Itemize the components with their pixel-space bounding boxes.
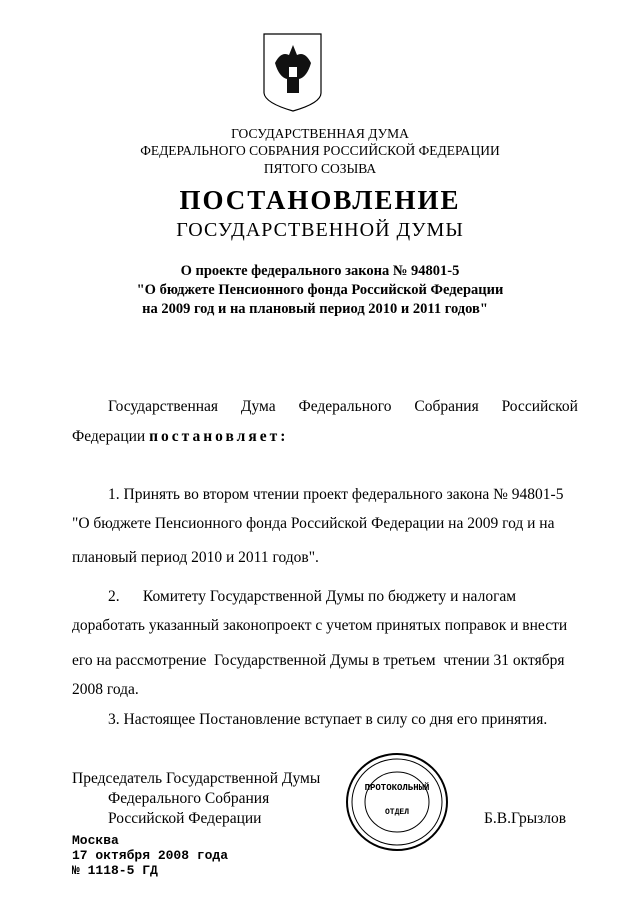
footer-number: № 1118-5 ГД (72, 863, 158, 878)
preamble-resolves: постановляет: (149, 428, 289, 445)
document-subtitle: ГОСУДАРСТВЕННОЙ ДУМЫ (176, 219, 464, 241)
signature-title-1: Председатель Государственной Думы (72, 770, 321, 787)
item-1-line-1: 1. Принять во втором чтении проект федерального закона № 94801-5 (108, 486, 564, 503)
coat-of-arms-emblem (263, 33, 323, 113)
item-3: 3. Настоящее Постановление вступает в силу со дня его принятия. (108, 711, 548, 728)
item-2-line-4: 2008 года. (72, 681, 139, 698)
preamble-word: Федерального (298, 398, 392, 415)
document-title: ПОСТАНОВЛЕНИЕ (179, 185, 461, 215)
item-1-line-3: плановый период 2010 и 2011 годов". (72, 549, 319, 566)
preamble-word: Дума (240, 398, 276, 415)
footer-city: Москва (72, 833, 119, 848)
header-line-3: ПЯТОГО СОЗЫВА (263, 161, 377, 176)
item-1-line-2: "О бюджете Пенсионного фонда Российской Федерации на 2009 год и на (72, 515, 555, 532)
stamp-dept: ОТДЕЛ (384, 808, 410, 817)
heading-line-3: на 2009 год и на плановый период 2010 и 2011 годов" (142, 301, 488, 317)
item-2-line-3: его на рассмотрение Государственной Думы в третьем чтении 31 октября (72, 652, 565, 669)
preamble-word: Собрания (414, 398, 479, 415)
preamble-text: Федерации (72, 428, 150, 445)
signature-title-3: Российской Федерации (108, 810, 262, 827)
header-line-1: ГОСУДАРСТВЕННАЯ ДУМА (231, 126, 409, 141)
stamp-text: ПРОТОКОЛЬНЫЙ (364, 783, 430, 793)
preamble-line-1 (108, 398, 578, 416)
item-2-line-2: доработать указанный законопроект с учетом принятых поправок и внести (72, 617, 568, 634)
heading-line-1: О проекте федерального закона № 94801-5 (180, 263, 460, 279)
heading-line-2: "О бюджете Пенсионного фонда Российской Федерации (136, 282, 504, 298)
item-2-line-1: 2. Комитету Государственной Думы по бюджету и налогам (108, 588, 517, 605)
preamble-line-2 (72, 428, 288, 446)
official-stamp (345, 752, 449, 852)
preamble-word: Российской (501, 398, 578, 415)
signatory-name: Б.В.Грызлов (484, 810, 567, 827)
signature-title-2: Федерального Собрания (108, 790, 270, 807)
footer-date: 17 октября 2008 года (72, 848, 229, 863)
preamble-word: Государственная (108, 398, 219, 415)
header-line-2: ФЕДЕРАЛЬНОГО СОБРАНИЯ РОССИЙСКОЙ ФЕДЕРАЦИИ (140, 143, 500, 158)
